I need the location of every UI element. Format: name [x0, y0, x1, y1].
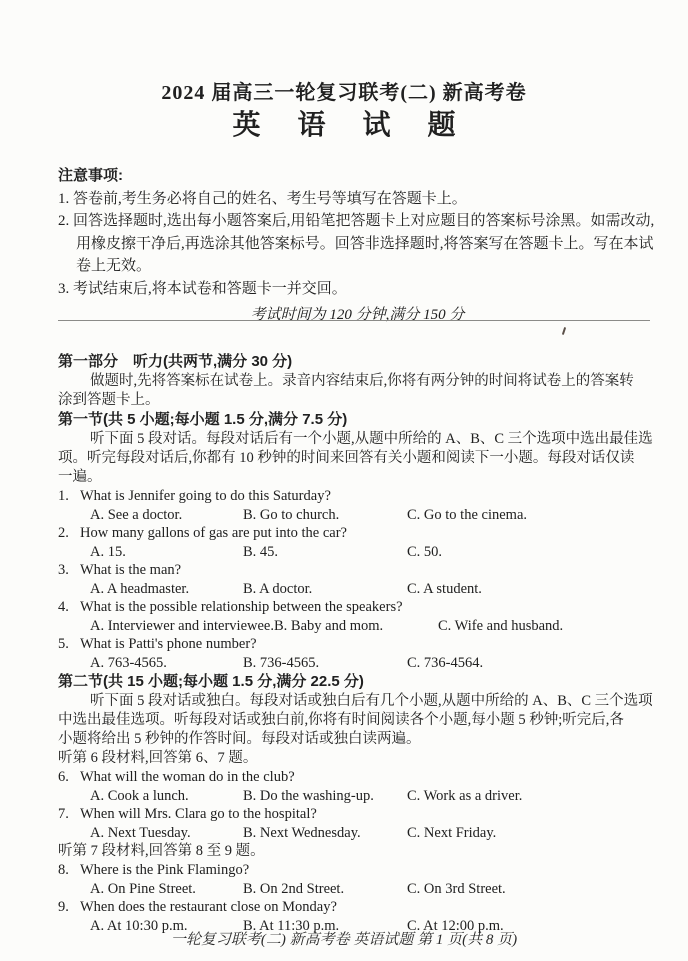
option-a: A. Cook a lunch. — [90, 787, 189, 804]
option-a: A. A headmaster. — [90, 580, 190, 597]
option-b: B. Go to church. — [243, 506, 340, 523]
question-text — [58, 898, 657, 917]
text-line: 项。听完每段对话后,你都有 10 秒钟的时间来回答有关小题和阅读下一小题。每段对话仅读 — [58, 450, 635, 466]
question-number: 2. — [58, 525, 69, 541]
question-options — [58, 880, 657, 899]
question-block — [58, 561, 657, 598]
option-c: C. 736-4564. — [407, 654, 484, 671]
question-block — [58, 805, 657, 842]
question-text — [58, 598, 657, 617]
subject-title: 英 语 试 题 — [232, 110, 471, 141]
option-c: C. At 12:00 p.m. — [407, 917, 504, 934]
question-options — [58, 506, 657, 525]
question-number: 3. — [58, 562, 69, 578]
option-c: C. 50. — [407, 543, 443, 560]
option-a: A. At 10:30 p.m. — [90, 917, 188, 934]
question-body: What is Patti's phone number? — [80, 636, 257, 652]
question-body: When does the restaurant close on Monday? — [80, 899, 337, 915]
question-block — [58, 487, 657, 524]
question-options — [58, 787, 657, 806]
question-text — [58, 768, 657, 787]
question-body: What is Jennifer going to do this Saturday? — [80, 488, 331, 504]
text-line: 做题时,先将答案标在试卷上。录音内容结束后,你将有两分钟的时间将试卷上的答案转 — [90, 373, 634, 389]
notice-heading: 注意事项: — [58, 167, 123, 184]
question-number: 1. — [58, 488, 69, 504]
question-number: 7. — [58, 806, 69, 822]
option-b: B. Baby and mom. — [273, 617, 384, 634]
text-line: 听下面 5 段对话或独白。每段对话或独白后有几个小题,从题中所给的 A、B、C 三个选项 — [90, 693, 653, 709]
option-c: C. A student. — [407, 580, 482, 597]
question-block — [58, 768, 657, 805]
option-a: A. See a doctor. — [90, 506, 183, 523]
question-body: How many gallons of gas are put into the car? — [80, 525, 347, 541]
question-body: Where is the Pink Flamingo? — [80, 862, 250, 878]
header-divider-line — [58, 320, 650, 321]
text-line: 3. 考试结束后,将本试卷和答题卡一并交回。 — [58, 280, 347, 297]
text-line: 听下面 5 段对话。每段对话后有一个小题,从题中所给的 A、B、C 三个选项中选出最佳选 — [90, 431, 653, 447]
question-options — [58, 543, 657, 562]
option-c: C. On 3rd Street. — [407, 880, 506, 897]
text-line: 中选出最佳选项。听每段对话或独白前,你将有时间阅读各个小题,每小题 5 秒钟;听完后,各 — [58, 712, 624, 728]
question-block — [58, 524, 657, 561]
section1-question-list — [58, 487, 657, 672]
notice-item-3 — [58, 278, 657, 301]
notice-item-1 — [58, 188, 657, 211]
option-a: A. Interviewer and interviewee. — [90, 617, 274, 634]
question-options — [58, 654, 657, 673]
option-b: B. Next Wednesday. — [243, 824, 361, 841]
question-body: What will the woman do in the club? — [80, 769, 295, 785]
text-line: 1. 答卷前,考生务必将自己的姓名、考生号等填写在答题卡上。 — [58, 190, 467, 207]
question-body: What is the possible relationship between the speakers? — [80, 599, 403, 615]
question-text — [58, 524, 657, 543]
option-c: C. Work as a driver. — [407, 787, 523, 804]
material-6-question-list — [58, 768, 657, 842]
page-footer: 一轮复习联考(二) 新高考卷 英语试题 第 1 页(共 8 页) — [170, 932, 518, 948]
option-b: B. 45. — [243, 543, 279, 560]
option-b: B. 736-4565. — [243, 654, 320, 671]
exam-title: 2024 届高三一轮复习联考(二) 新高考卷 — [161, 82, 527, 104]
question-number: 4. — [58, 599, 69, 615]
option-b: B. A doctor. — [243, 580, 313, 597]
text-line: 一遍。 — [58, 469, 102, 485]
question-body: When will Mrs. Clara go to the hospital? — [80, 806, 317, 822]
option-b: B. Do the washing-up. — [243, 787, 374, 804]
option-c: C. Next Friday. — [407, 824, 497, 841]
option-b: B. On 2nd Street. — [243, 880, 345, 897]
text-line: 涂到答题卡上。 — [58, 392, 160, 408]
question-text — [58, 861, 657, 880]
question-block — [58, 861, 657, 898]
option-a: A. On Pine Street. — [90, 880, 196, 897]
text-line: 用橡皮擦干净后,再选涂其他答案标号。回答非选择题时,将答案写在答题卡上。写在本试 — [76, 235, 654, 252]
option-a: A. Next Tuesday. — [90, 824, 191, 841]
option-a: A. 763-4565. — [90, 654, 167, 671]
section2-heading: 第二节(共 15 小题;每小题 1.5 分,满分 22.5 分) — [58, 673, 364, 690]
text-line: 小题将给出 5 秒钟的作答时间。每段对话或独白读两遍。 — [58, 731, 421, 747]
material-7-intro: 听第 7 段材料,回答第 8 至 9 题。 — [58, 843, 265, 859]
material-7-question-list — [58, 861, 657, 935]
option-c: C. Wife and husband. — [437, 617, 564, 634]
option-a: A. 15. — [90, 543, 126, 560]
question-text — [58, 487, 657, 506]
material-6-intro: 听第 6 段材料,回答第 6、7 题。 — [58, 750, 258, 766]
text-line: 2. 回答选择题时,选出每小题答案后,用铅笔把答题卡上对应题目的答案标号涂黑。如需改动, — [58, 213, 655, 229]
option-b: B. At 11:30 p.m. — [243, 917, 340, 934]
option-c: C. Go to the cinema. — [407, 506, 528, 523]
question-options — [58, 580, 657, 599]
text-line: 卷上无效。 — [76, 258, 152, 274]
exam-duration-info: 考试时间为 120 分钟,满分 150 分 — [250, 307, 465, 323]
question-text — [58, 805, 657, 824]
notice-item-2 — [58, 210, 657, 278]
question-body: What is the man? — [80, 562, 182, 578]
question-options — [58, 824, 657, 843]
question-number: 9. — [58, 899, 69, 915]
part1-instructions — [58, 372, 657, 410]
question-block — [58, 635, 657, 672]
question-number: 6. — [58, 769, 69, 785]
section1-instructions — [58, 430, 657, 487]
question-number: 5. — [58, 636, 69, 652]
section2-instructions — [58, 692, 657, 749]
question-text — [58, 635, 657, 654]
part1-heading: 第一部分 听力(共两节,满分 30 分) — [58, 353, 293, 370]
question-number: 8. — [58, 862, 69, 878]
question-text — [58, 561, 657, 580]
question-options — [58, 617, 657, 636]
question-block — [58, 598, 657, 635]
page-content — [58, 165, 657, 935]
section1-heading: 第一节(共 5 小题;每小题 1.5 分,满分 7.5 分) — [58, 411, 348, 428]
